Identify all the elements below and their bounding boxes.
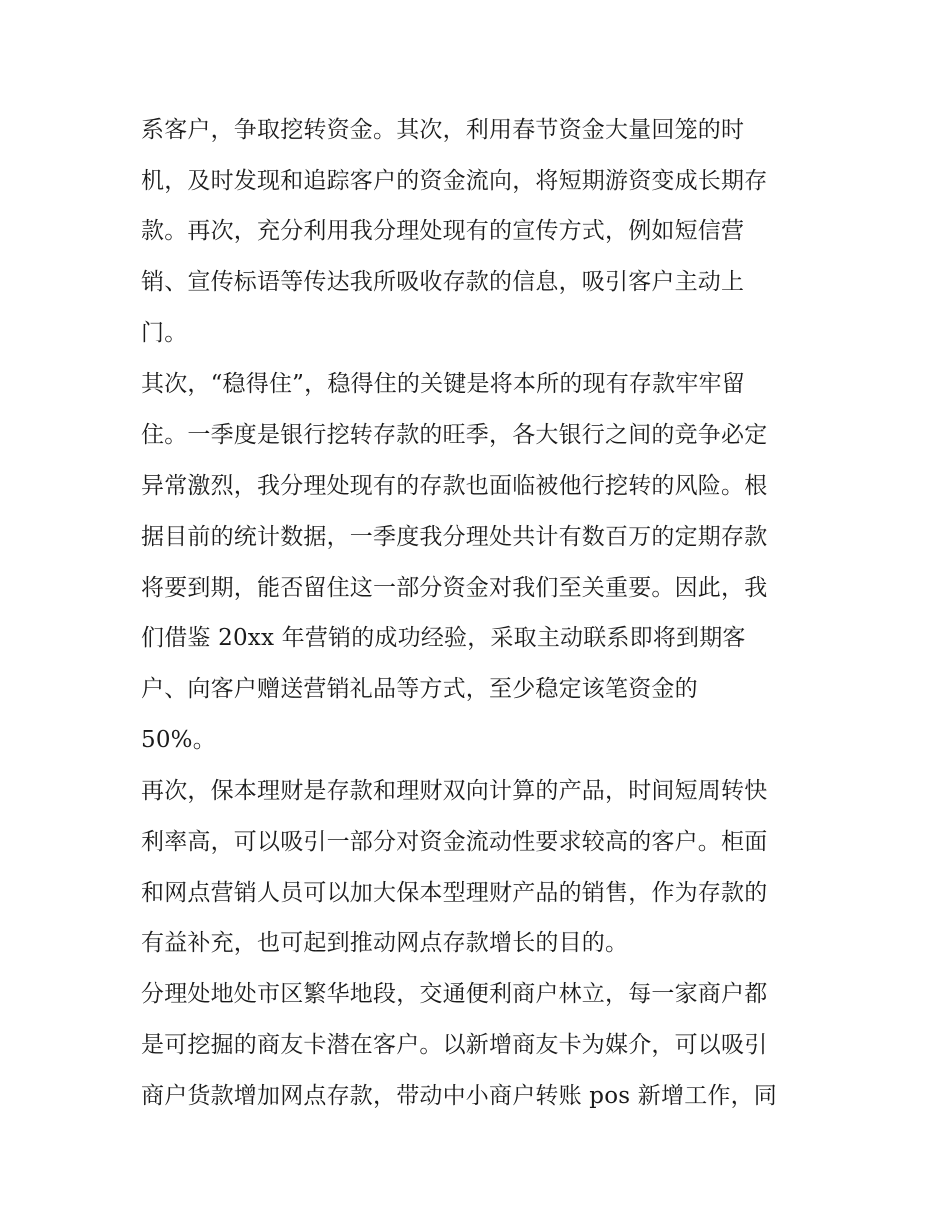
text-line: 户、向客户赠送营销礼品等方式，至少稳定该笔资金的 xyxy=(141,676,698,702)
text-line: 有益补充，也可起到推动网点存款增长的目的。 xyxy=(141,930,629,956)
text-line: 款。再次，充分利用我分理处现有的宣传方式，例如短信营 xyxy=(141,218,745,244)
text-line: 50%。 xyxy=(141,727,216,753)
text-line: 住。一季度是银行挖转存款的旺季，各大银行之间的竞争必定 xyxy=(141,422,768,448)
text-line: 利率高，可以吸引一部分对资金流动性要求较高的客户。柜面 xyxy=(141,829,768,855)
text-line: 其次，“稳得住”，稳得住的关键是将本所的现有存款牢牢留 xyxy=(141,371,745,397)
text-line: 分理处地处市区繁华地段，交通便利商户林立，每一家商户都 xyxy=(141,981,768,1007)
text-line: 将要到期，能否留住这一部分资金对我们至关重要。因此，我 xyxy=(141,575,768,601)
text-line: 据目前的统计数据，一季度我分理处共计有数百万的定期存款 xyxy=(141,524,768,550)
text-line: 门。 xyxy=(141,320,188,346)
text-line: 商户货款增加网点存款，带动中小商户转账 pos 新增工作，同 xyxy=(141,1083,777,1109)
text-line: 和网点营销人员可以加大保本型理财产品的销售，作为存款的 xyxy=(141,880,768,906)
text-line: 系客户，争取挖转资金。其次，利用春节资金大量回笼的时 xyxy=(141,117,745,143)
text-line: 异常激烈，我分理处现有的存款也面临被他行挖转的风险。根 xyxy=(141,473,768,499)
text-line: 是可挖掘的商友卡潜在客户。以新增商友卡为媒介，可以吸引 xyxy=(141,1032,768,1058)
text-line: 们借鉴 20xx 年营销的成功经验，采取主动联系即将到期客 xyxy=(141,625,746,651)
text-line: 再次，保本理财是存款和理财双向计算的产品，时间短周转快 xyxy=(141,778,768,804)
text-line: 机，及时发现和追踪客户的资金流向，将短期游资变成长期存 xyxy=(141,168,768,194)
text-line: 销、宣传标语等传达我所吸收存款的信息，吸引客户主动上 xyxy=(141,269,745,295)
